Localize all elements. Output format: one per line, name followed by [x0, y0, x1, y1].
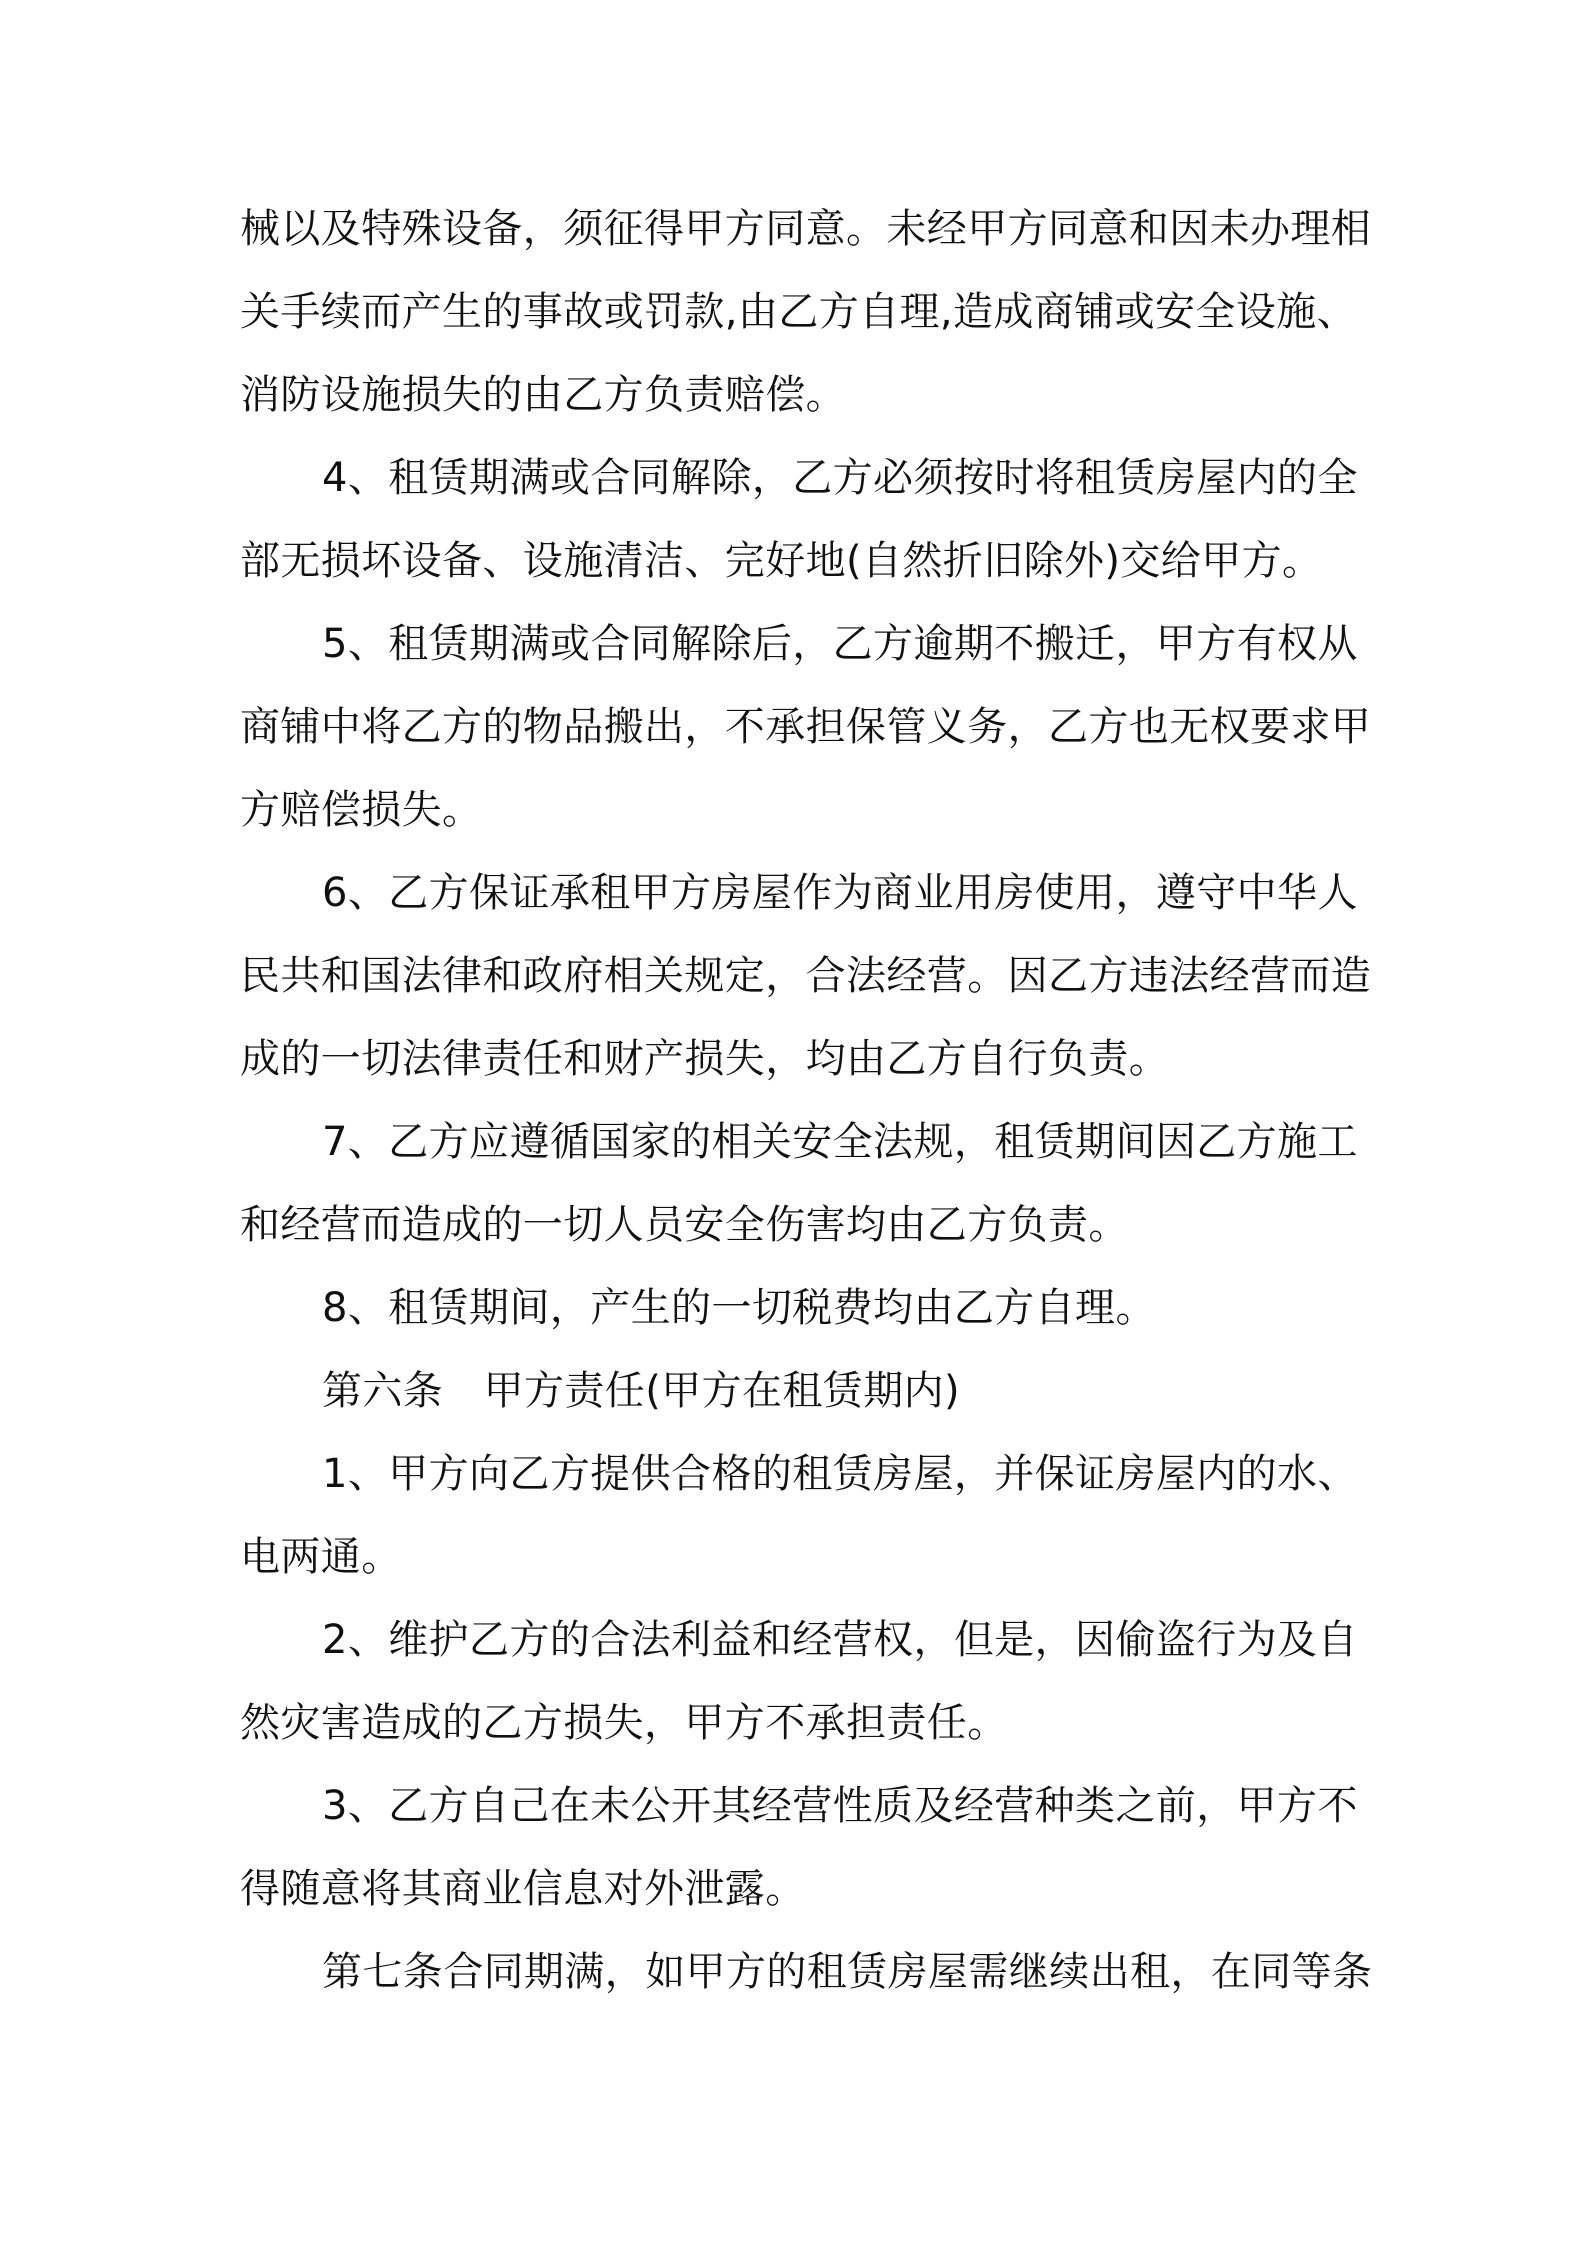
text-line: 然灾害造成的乙方损失，甲方不承担责任。	[240, 1700, 1008, 1746]
text-line: 方赔偿损失。	[240, 787, 483, 833]
text-line: 得随意将其商业信息对外泄露。	[240, 1866, 806, 1912]
text-line: 2、维护乙方的合法利益和经营权，但是，因偷盗行为及自	[322, 1617, 1358, 1663]
text-line: 1、甲方向乙方提供合格的租赁房屋，并保证房屋内的水、	[322, 1451, 1358, 1497]
text-line: 部无损坏设备、设施清洁、完好地(自然折旧除外)交给甲方。	[240, 538, 1323, 584]
text-line: 电两通。	[240, 1534, 402, 1580]
text-line: 民共和国法律和政府相关规定，合法经营。因乙方违法经营而造	[240, 953, 1372, 999]
text-line: 械以及特殊设备，须征得甲方同意。未经甲方同意和因未办理相	[240, 206, 1372, 252]
text-line: 4、租赁期满或合同解除，乙方必须按时将租赁房屋内的全	[322, 455, 1358, 501]
text-line: 7、乙方应遵循国家的相关安全法规，租赁期间因乙方施工	[322, 1119, 1358, 1165]
text-line: 3、乙方自己在未公开其经营性质及经营种类之前，甲方不	[322, 1783, 1358, 1829]
text-line: 和经营而造成的一切人员安全伤害均由乙方负责。	[240, 1202, 1129, 1248]
text-line: 6、乙方保证承租甲方房屋作为商业用房使用，遵守中华人	[322, 870, 1358, 916]
text-line: 第七条合同期满，如甲方的租赁房屋需继续出租，在同等条	[322, 1949, 1373, 1995]
text-line: 5、租赁期满或合同解除后，乙方逾期不搬迁，甲方有权从	[322, 621, 1358, 667]
text-line: 8、租赁期间，产生的一切税费均由乙方自理。	[322, 1285, 1156, 1331]
section-heading: 第六条 甲方责任(甲方在租赁期内)	[322, 1368, 961, 1414]
text-line: 商铺中将乙方的物品搬出，不承担保管义务，乙方也无权要求甲	[240, 704, 1372, 750]
text-line: 成的一切法律责任和财产损失，均由乙方自行负责。	[240, 1036, 1170, 1082]
text-line: 关手续而产生的事故或罚款,由乙方自理,造成商铺或安全设施、	[240, 289, 1358, 335]
text-line: 消防设施损失的由乙方负责赔偿。	[240, 372, 846, 418]
